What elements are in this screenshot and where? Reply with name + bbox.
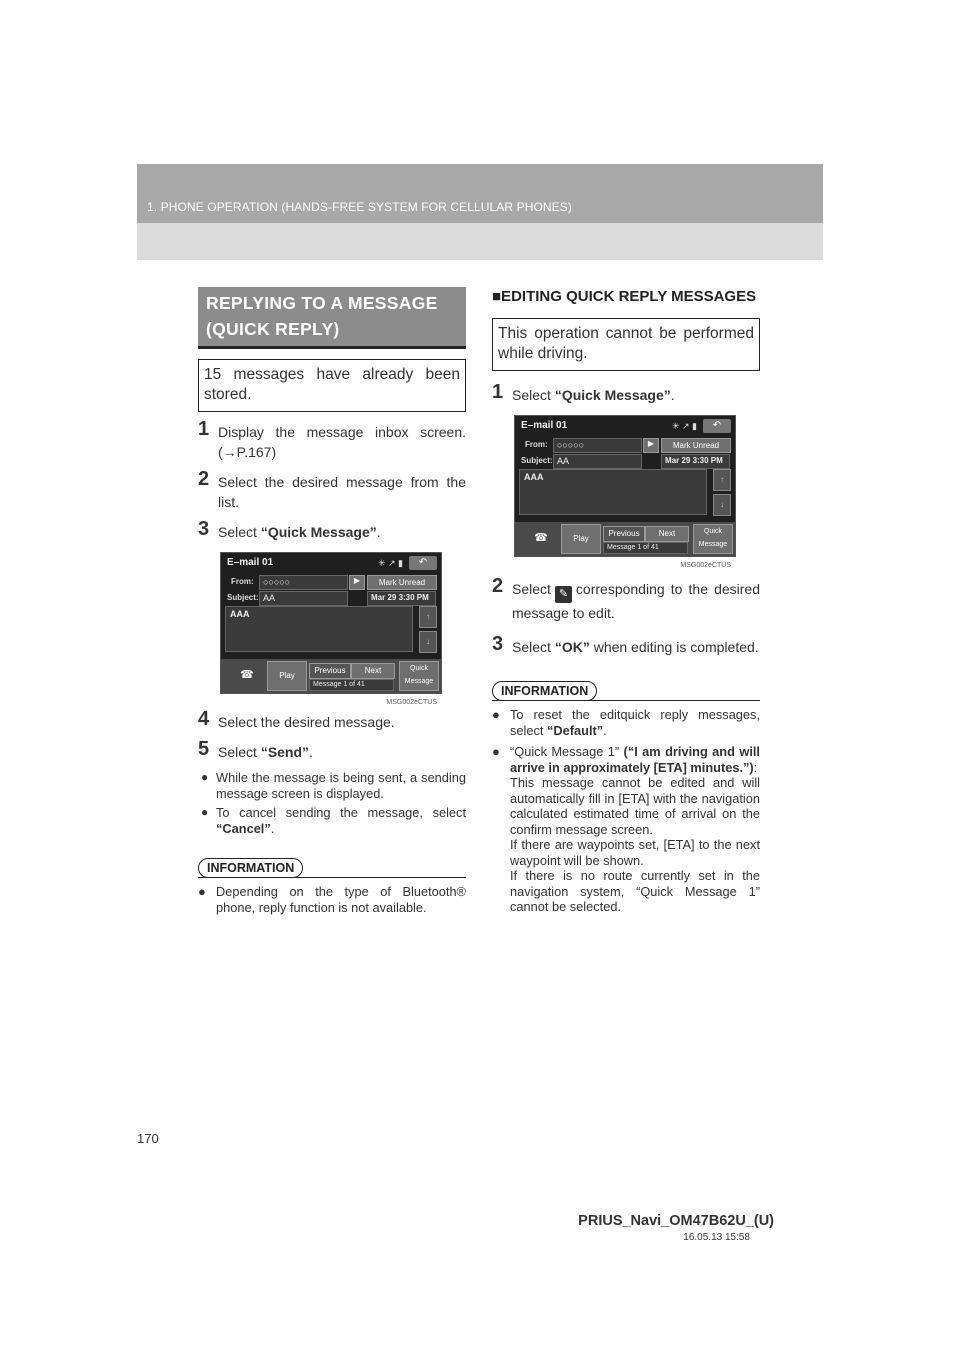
information-item bbox=[492, 744, 760, 915]
contact-icon: ▶ bbox=[349, 575, 365, 590]
previous-button: Previous bbox=[603, 526, 645, 542]
from-label: From: bbox=[231, 577, 254, 586]
bullet-item bbox=[198, 770, 466, 801]
step-keyword: “OK” bbox=[554, 639, 590, 655]
step-text: when editing is completed. bbox=[589, 639, 759, 655]
back-icon: ↶ bbox=[409, 556, 437, 570]
step-1 bbox=[492, 381, 760, 405]
bullet-icon: ● bbox=[492, 707, 500, 722]
contact-icon: ▶ bbox=[643, 438, 659, 453]
step-4 bbox=[198, 708, 466, 732]
step-text: Select the desired message from the list. bbox=[218, 474, 466, 510]
information-text: Depending on the type of Bluetooth® phone, reply function is not available. bbox=[216, 884, 466, 915]
scroll-down-icon: ↓ bbox=[713, 494, 731, 516]
step-number: 3 bbox=[198, 518, 210, 540]
image-code: MSG002eCTUS bbox=[386, 699, 437, 706]
bullet-text: While the message is being sent, a sending message screen is displayed. bbox=[216, 770, 466, 801]
step-text: . bbox=[670, 387, 675, 403]
right-column bbox=[492, 287, 760, 915]
from-field: ○○○○○ bbox=[553, 438, 642, 453]
step-text: Select bbox=[512, 639, 555, 655]
play-button: Play bbox=[267, 661, 307, 691]
information-text: . bbox=[603, 722, 607, 738]
information-item bbox=[198, 884, 466, 915]
step-number: 2 bbox=[198, 468, 210, 490]
step-1 bbox=[198, 418, 466, 462]
message-body: AAA bbox=[225, 606, 413, 652]
scroll-up-icon: ↑ bbox=[419, 606, 437, 628]
step-3 bbox=[198, 518, 466, 542]
subject-label: Subject: bbox=[521, 456, 553, 465]
header-band bbox=[137, 164, 823, 223]
message-counter: Message 1 of 41 bbox=[603, 542, 688, 554]
information-label: INFORMATION bbox=[492, 681, 597, 701]
bullet-icon: ● bbox=[201, 805, 209, 819]
pencil-icon: ✎ bbox=[555, 586, 572, 603]
information-keyword: “Default” bbox=[547, 722, 604, 738]
information-detail: If there are waypoints set, [ETA] to the next waypoint will be shown. bbox=[510, 837, 760, 868]
step-text: Select bbox=[218, 744, 261, 760]
quick-message-button: Quick Message bbox=[693, 524, 733, 554]
step-5 bbox=[198, 738, 466, 762]
status-icons: ✳ ↗ ▮ bbox=[671, 421, 697, 431]
screen-title: E–mail 01 bbox=[227, 557, 274, 568]
step-number: 3 bbox=[492, 633, 504, 655]
from-field: ○○○○○ bbox=[259, 575, 348, 590]
information-text: : bbox=[753, 759, 758, 775]
section-banner: REPLYING TO A MESSAGE (QUICK REPLY) bbox=[198, 287, 466, 346]
previous-button: Previous bbox=[309, 663, 351, 679]
timestamp: 16.05.13 15:58 bbox=[683, 1232, 750, 1243]
date-field: Mar 29 3:30 PM bbox=[367, 591, 436, 606]
message-body: AAA bbox=[519, 469, 707, 515]
message-counter: Message 1 of 41 bbox=[309, 679, 394, 691]
subject-label: Subject: bbox=[227, 593, 259, 602]
screen-title: E–mail 01 bbox=[521, 420, 568, 431]
quick-message-button: Quick Message bbox=[399, 661, 439, 691]
image-code: MSG002eCTUS bbox=[680, 562, 731, 569]
email-screen-screenshot bbox=[220, 552, 442, 706]
step-text: Select the desired message. bbox=[218, 714, 395, 730]
bullet-keyword: “Cancel” bbox=[216, 820, 271, 836]
back-icon: ↶ bbox=[703, 419, 731, 433]
step-text: Select bbox=[218, 524, 261, 540]
information-detail: This message cannot be edited and will automatically fill in [ETA] with the navigation calculated estimated time of arrival on the confirm message screen. bbox=[510, 775, 760, 837]
step-number: 1 bbox=[198, 418, 210, 440]
step-text: Display the message inbox screen. (→P.167) bbox=[218, 424, 466, 460]
scroll-up-icon: ↑ bbox=[713, 469, 731, 491]
step-keyword: “Quick Message” bbox=[554, 387, 671, 403]
bullet-icon: ● bbox=[198, 884, 206, 899]
step-number: 1 bbox=[492, 381, 504, 403]
note-box: This operation cannot be performed while driving. bbox=[492, 318, 760, 371]
step-text: . bbox=[376, 524, 381, 540]
step-2 bbox=[492, 575, 760, 623]
step-keyword: “Send” bbox=[260, 744, 310, 760]
status-icons: ✳ ↗ ▮ bbox=[377, 558, 403, 568]
from-label: From: bbox=[525, 440, 548, 449]
banner-rule bbox=[198, 346, 466, 349]
information-label: INFORMATION bbox=[198, 858, 303, 878]
information-detail: If there is no route currently set in the navigation system, “Quick Message 1” cannot be selected. bbox=[510, 868, 760, 914]
information-text: To reset the editquick reply messages, select bbox=[510, 707, 760, 738]
information-text: “Quick Message 1” bbox=[510, 744, 624, 759]
step-text: . bbox=[309, 744, 313, 760]
mark-unread-button: Mark Unread bbox=[661, 438, 731, 453]
next-button: Next bbox=[645, 526, 689, 542]
phone-icon: ☎ bbox=[523, 526, 559, 550]
section-title: 1. PHONE OPERATION (HANDS-FREE SYSTEM FOR CELLULAR PHONES) bbox=[147, 200, 572, 214]
step-text: Select bbox=[512, 581, 551, 597]
bullet-icon: ● bbox=[492, 744, 500, 759]
bullet-icon: ● bbox=[201, 770, 209, 784]
step-number: 5 bbox=[198, 738, 210, 760]
step-3 bbox=[492, 633, 760, 657]
play-button: Play bbox=[561, 524, 601, 554]
step-2 bbox=[198, 468, 466, 512]
next-button: Next bbox=[351, 663, 395, 679]
step-number: 4 bbox=[198, 708, 210, 730]
date-field: Mar 29 3:30 PM bbox=[661, 454, 730, 469]
left-column bbox=[198, 287, 466, 915]
email-screen-screenshot bbox=[514, 415, 736, 569]
page-header bbox=[137, 164, 823, 260]
scroll-down-icon: ↓ bbox=[419, 631, 437, 653]
subject-field: AA bbox=[553, 454, 642, 469]
step-keyword: “Quick Message” bbox=[260, 524, 377, 540]
mark-unread-button: Mark Unread bbox=[367, 575, 437, 590]
bullet-text: . bbox=[270, 820, 275, 836]
information-keyword: (“I am driving and will arrive in approximately [ETA] minutes.”) bbox=[510, 744, 760, 775]
bullet-text: To cancel sending the message, select bbox=[216, 805, 466, 820]
information-item bbox=[492, 707, 760, 738]
step-text: corresponding to the desired message to edit. bbox=[512, 581, 760, 621]
step-text: Select bbox=[512, 387, 555, 403]
document-id: PRIUS_Navi_OM47B62U_(U) bbox=[578, 1213, 774, 1229]
subheading: ■EDITING QUICK REPLY MESSAGES bbox=[492, 288, 757, 305]
step-number: 2 bbox=[492, 575, 504, 597]
subject-field: AA bbox=[259, 591, 348, 606]
note-box: 15 messages have already been stored. bbox=[198, 359, 466, 412]
bullet-item bbox=[198, 805, 466, 836]
phone-icon: ☎ bbox=[229, 663, 265, 687]
page-number: 170 bbox=[137, 1131, 159, 1146]
